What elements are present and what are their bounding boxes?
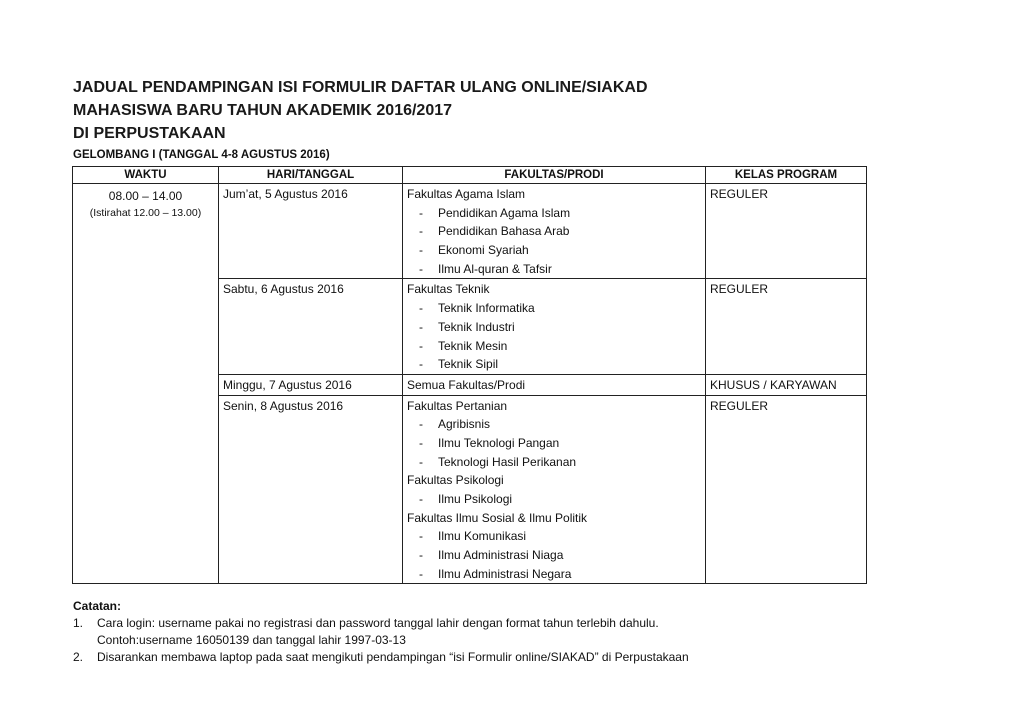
kelas-cell xyxy=(706,374,867,395)
prodi-item xyxy=(407,204,701,223)
date-cell xyxy=(219,279,403,374)
kelas-cell xyxy=(706,184,867,279)
kelas-text: REGULER xyxy=(710,187,769,201)
prodi-name: Ilmu Psikologi xyxy=(438,492,513,506)
fakultas-cell xyxy=(403,374,706,395)
title-line-1: JADUAL PENDAMPINGAN ISI FORMULIR DAFTAR ULANG ONLINE/SIAKAD xyxy=(73,79,648,96)
dash-bullet-icon: - xyxy=(419,338,423,353)
dash-bullet-icon: - xyxy=(419,357,423,372)
notes-section xyxy=(73,598,689,666)
kelas-text: KHUSUS / KARYAWAN xyxy=(710,377,837,392)
prodi-name: Pendidikan Agama Islam xyxy=(438,205,571,220)
kelas-cell xyxy=(706,279,867,374)
faculty-name: Fakultas Pertanian xyxy=(407,398,508,413)
dash-bullet-icon: - xyxy=(419,548,423,563)
dash-bullet-icon: - xyxy=(419,529,423,544)
prodi-name: Teknik Industri xyxy=(438,319,515,334)
kelas-text: REGULER xyxy=(710,398,769,413)
dash-bullet-icon: - xyxy=(419,319,423,334)
prodi-item xyxy=(407,241,701,260)
gelombang-heading: GELOMBANG I (TANGGAL 4-8 AGUSTUS 2016) xyxy=(73,149,330,161)
note-line xyxy=(73,632,689,649)
title-line-3: DI PERPUSTAKAAN xyxy=(73,125,226,142)
dash-bullet-icon: - xyxy=(419,224,423,239)
waktu-cell xyxy=(73,184,219,584)
prodi-name: Ekonomi Syariah xyxy=(438,243,529,258)
prodi-name: Ilmu Teknologi Pangan xyxy=(438,435,560,450)
table-header-row xyxy=(73,167,867,184)
prodi-item xyxy=(407,260,701,279)
prodi-name: Teknologi Hasil Perikanan xyxy=(438,454,577,469)
prodi-name: Ilmu Administrasi Niaga xyxy=(438,548,564,563)
prodi-item xyxy=(407,565,701,584)
date-text: Senin, 8 Agustus 2016 xyxy=(223,398,344,413)
waktu-break: (Istirahat 12.00 – 13.00) xyxy=(89,207,202,219)
table-row xyxy=(73,184,867,279)
faculty-name: Fakultas Psikologi xyxy=(407,473,504,488)
waktu-time: 08.00 – 14.00 xyxy=(108,189,183,203)
faculty-name: Fakultas Teknik xyxy=(407,282,490,297)
kelas-cell xyxy=(706,395,867,584)
dash-bullet-icon: - xyxy=(419,566,423,581)
prodi-item xyxy=(407,222,701,241)
note-line xyxy=(73,615,689,632)
document-title xyxy=(73,76,648,145)
prodi-name: Ilmu Komunikasi xyxy=(438,529,527,544)
fakultas-cell xyxy=(403,395,706,584)
faculty-name: Fakultas Agama Islam xyxy=(407,187,526,201)
dash-bullet-icon: - xyxy=(419,417,423,432)
date-cell xyxy=(219,374,403,395)
fakultas-cell xyxy=(403,279,706,374)
notes-title: Catatan: xyxy=(73,599,122,613)
prodi-name: Agribisnis xyxy=(438,417,491,432)
note-number: 1. xyxy=(73,616,84,630)
prodi-item xyxy=(407,490,701,509)
note-text: Disarankan membawa laptop pada saat mengikuti pendampingan “isi Formulir online/SIAKAD” di Perpustakaan xyxy=(97,650,689,664)
dash-bullet-icon: - xyxy=(419,435,423,450)
prodi-item xyxy=(407,434,701,453)
table-body xyxy=(73,184,867,584)
schedule-table xyxy=(72,166,867,584)
header-fakultas-prodi: FAKULTAS/PRODI xyxy=(403,167,706,184)
prodi-item xyxy=(407,299,701,318)
prodi-name: Ilmu Administrasi Negara xyxy=(438,566,572,581)
prodi-name: Teknik Sipil xyxy=(438,357,499,372)
dash-bullet-icon: - xyxy=(419,454,423,469)
dash-bullet-icon: - xyxy=(419,205,423,220)
date-cell xyxy=(219,395,403,584)
date-cell xyxy=(219,184,403,279)
header-hari-tanggal: HARI/TANGGAL xyxy=(219,167,403,184)
title-line-2: MAHASISWA BARU TAHUN AKADEMIK 2016/2017 xyxy=(73,102,453,119)
dash-bullet-icon: - xyxy=(419,301,423,316)
prodi-name: Ilmu Al-quran & Tafsir xyxy=(438,261,552,276)
header-waktu: WAKTU xyxy=(73,167,219,184)
prodi-item xyxy=(407,318,701,337)
faculty-name: Fakultas Ilmu Sosial & Ilmu Politik xyxy=(407,510,588,525)
prodi-item xyxy=(407,453,701,472)
kelas-text: REGULER xyxy=(710,282,769,297)
prodi-item xyxy=(407,527,701,546)
prodi-name: Teknik Mesin xyxy=(438,338,508,353)
dash-bullet-icon: - xyxy=(419,243,423,258)
note-text: Contoh:username 16050139 dan tanggal lahir 1997-03-13 xyxy=(97,633,406,647)
notes-list xyxy=(73,615,689,666)
prodi-item xyxy=(407,546,701,565)
note-line xyxy=(73,649,689,666)
dash-bullet-icon: - xyxy=(419,492,423,506)
prodi-item xyxy=(407,415,701,434)
note-number: 2. xyxy=(73,650,84,664)
prodi-name: Teknik Informatika xyxy=(438,301,535,316)
note-text: Cara login: username pakai no registrasi dan password tanggal lahir dengan format tahun terlebih dahulu. xyxy=(97,616,659,630)
prodi-item xyxy=(407,337,701,356)
dash-bullet-icon: - xyxy=(419,261,423,276)
date-text: Sabtu, 6 Agustus 2016 xyxy=(223,282,344,297)
note-number xyxy=(73,632,97,649)
date-text: Jum’at, 5 Agustus 2016 xyxy=(223,187,348,201)
header-kelas-program: KELAS PROGRAM xyxy=(706,167,867,184)
prodi-name: Pendidikan Bahasa Arab xyxy=(438,224,570,239)
date-text: Minggu, 7 Agustus 2016 xyxy=(223,377,352,392)
faculty-name: Semua Fakultas/Prodi xyxy=(407,377,526,392)
prodi-item xyxy=(407,355,701,374)
fakultas-cell xyxy=(403,184,706,279)
